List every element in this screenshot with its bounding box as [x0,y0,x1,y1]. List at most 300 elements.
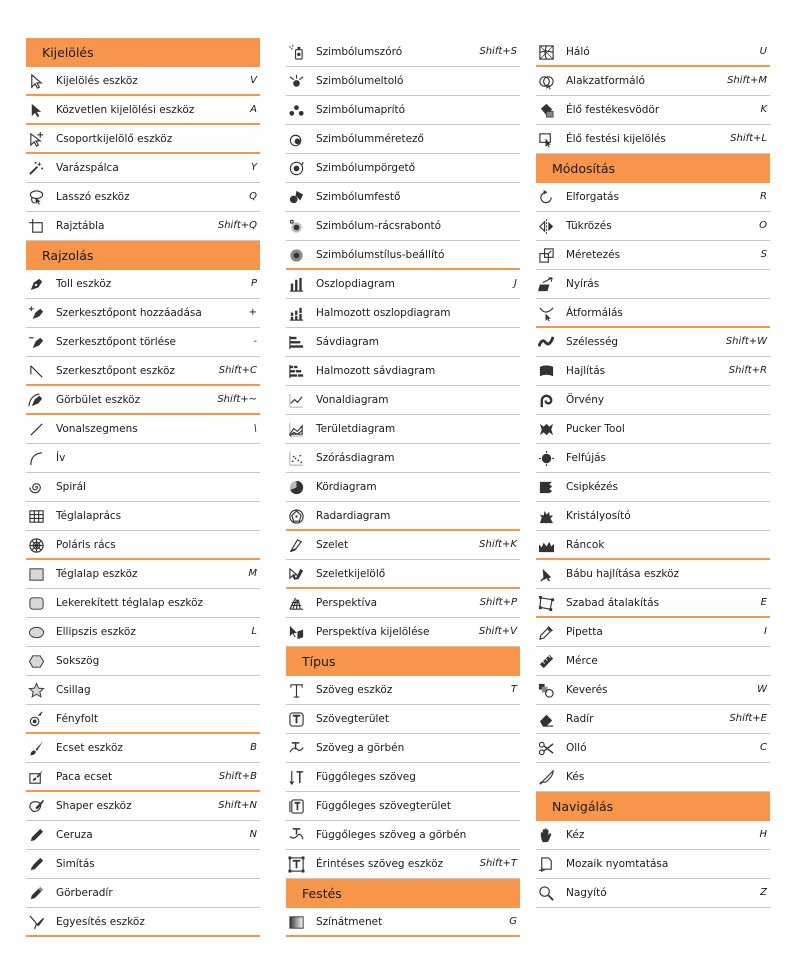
tool-name: Radír [566,713,594,725]
slice-icon [288,537,305,554]
radar-graph-icon [288,508,305,525]
tool-shortcut: M [248,568,257,579]
tool-shortcut: Shift+W [725,336,767,347]
pucker-icon [538,421,555,438]
tool-name: Sávdiagram [316,336,379,348]
tool-name: Varázspálca [56,162,119,174]
type-on-path-icon [288,740,305,757]
tool-row [286,386,520,415]
tool-name: Téglalap eszköz [56,568,138,580]
vertical-path-type-icon [288,827,305,844]
tool-name: Szimbólumfestő [316,191,401,203]
tool-column-1 [26,38,260,937]
eraser-icon [538,711,555,728]
measure-icon [538,653,555,670]
tool-name: Pucker Tool [566,423,625,435]
tool-row [536,647,770,676]
tool-shortcut: Y [250,162,257,173]
tool-name: Sokszög [56,655,100,667]
live-paint-bucket-icon [538,102,555,119]
shape-builder-icon [538,73,555,90]
tool-shortcut: W [757,684,767,695]
tool-name: Szimbólumpörgető [316,162,416,174]
vertical-type-icon [288,769,305,786]
tool-shortcut: I [764,626,767,637]
tool-row [536,821,770,850]
symbol-sizer-icon [288,131,305,148]
tool-row [536,38,770,67]
tool-row [536,299,770,328]
bloat-icon [538,450,555,467]
knife-icon [538,769,555,786]
tool-name: Érintéses szöveg eszköz [316,858,444,870]
tool-row [286,502,520,531]
tool-row [536,67,770,96]
tool-row [286,357,520,386]
section-header: Navigálás [536,792,770,821]
tool-name: Lekerekített téglalap eszköz [56,597,204,609]
tool-name: Élő festési kijelölés [566,133,666,145]
tool-row [536,125,770,154]
tool-name: Szabad átalakítás [566,597,660,609]
tool-row [286,908,520,937]
tool-row [26,67,260,96]
tool-name: Halmozott sávdiagram [316,365,436,377]
tool-name: Ráncok [566,539,605,551]
tool-name: Görbület eszköz [56,394,141,406]
tool-name: Szeletkijelölő [316,568,386,580]
tool-name: Ecset eszköz [56,742,123,754]
tool-name: Színátmenet [316,916,383,928]
tool-row [26,589,260,618]
tool-shortcut: Shift+E [729,713,767,724]
tool-shortcut: L [251,626,257,637]
tool-name: Shaper eszköz [56,800,132,812]
tool-name: Elforgatás [566,191,619,203]
tool-row [26,850,260,879]
tool-name: Függőleges szövegterület [316,800,451,812]
tool-name: Közvetlen kijelölési eszköz [56,104,195,116]
tool-name: Szélesség [566,336,619,348]
tool-row [536,415,770,444]
tool-name: Csillag [56,684,91,696]
tool-name: Keverés [566,684,608,696]
tool-name: Élő festékesvödör [566,104,660,116]
artboard-icon [28,218,45,235]
tool-row [536,328,770,357]
reshape-icon [538,305,555,322]
tool-name: Átformálás [566,307,623,319]
tool-name: Paca ecset [56,771,113,783]
ellipse-icon [28,624,45,641]
tool-row [26,154,260,183]
tool-name: Szimbólum-rácsrabontó [316,220,442,232]
tool-row [26,299,260,328]
tool-name: Nagyító [566,887,607,899]
tool-row [536,270,770,299]
tool-name: Ceruza [56,829,93,841]
pen-icon [28,276,45,293]
area-graph-icon [288,421,305,438]
tool-shortcut: Shift+P [479,597,517,608]
tool-row [26,502,260,531]
tool-name: Ellipszis eszköz [56,626,136,638]
add-anchor-icon [28,305,45,322]
tool-shortcut: Shift+S [479,46,517,57]
tool-shortcut: T [510,684,517,695]
symbol-sprayer-icon [288,44,305,61]
tool-row [536,676,770,705]
tool-name: Területdiagram [316,423,396,435]
tool-name: Kés [566,771,585,783]
tool-row [536,96,770,125]
tool-row [26,821,260,850]
tool-row [536,850,770,879]
line-segment-icon [28,421,45,438]
delete-anchor-icon [28,334,45,351]
tool-name: Lasszó eszköz [56,191,130,203]
tool-name: Függőleges szöveg a görbén [316,829,467,841]
tool-name: Perspektíva kijelölése [316,626,430,638]
tool-name: Felfújás [566,452,607,464]
scale-icon [538,247,555,264]
tool-shortcut: A [250,104,257,115]
rotate-icon [538,189,555,206]
tool-shortcut: U [759,46,767,57]
spiral-icon [28,479,45,496]
tool-shortcut: Shift+M [727,75,767,86]
tool-row [26,473,260,502]
tool-name: Tükrözés [566,220,612,232]
tool-row [286,328,520,357]
blob-brush-icon [28,769,45,786]
tool-name: Kéz [566,829,585,841]
tool-name: Kristályosító [566,510,631,522]
tool-shortcut: Shift+T [479,858,517,869]
shear-icon [538,276,555,293]
paintbrush-icon [28,740,45,757]
tool-row [286,38,520,67]
tool-row [286,299,520,328]
twirl-icon [538,392,555,409]
stacked-column-icon [288,305,305,322]
scissors-icon [538,740,555,757]
tool-name: Háló [566,46,590,58]
perspective-select-icon [288,624,305,641]
tool-shortcut: Q [249,191,257,202]
tool-row [286,676,520,705]
tool-shortcut: H [759,829,767,840]
tool-name: Olló [566,742,587,754]
polygon-icon [28,653,45,670]
anchor-point-icon [28,363,45,380]
section-header: Kijelölés [26,38,260,67]
tool-row [286,589,520,618]
tool-column-2 [286,38,520,937]
tool-row [26,734,260,763]
tool-row [286,444,520,473]
free-transform-icon [538,595,555,612]
tool-name: Hajlítás [566,365,606,377]
tool-row [286,763,520,792]
tool-row [536,444,770,473]
tool-name: Oszlopdiagram [316,278,395,290]
section-header: Rajzolás [26,241,260,270]
tool-row [26,647,260,676]
area-type-icon [288,711,305,728]
tool-row [286,154,520,183]
tool-shortcut: C [760,742,767,753]
symbol-stainer-icon [288,189,305,206]
tool-shortcut: O [759,220,767,231]
tool-row [286,792,520,821]
print-tiling-icon [538,856,555,873]
tool-name: Szöveg eszköz [316,684,393,696]
tool-row [26,183,260,212]
tool-shortcut: Shift+C [218,365,257,376]
section-header: Festés [286,879,520,908]
tool-shortcut: G [509,916,517,927]
tool-row [286,96,520,125]
vertical-area-type-icon [288,798,305,815]
touch-type-icon [288,856,305,873]
tool-row [286,183,520,212]
tool-shortcut: Shift+L [730,133,767,144]
tool-row [26,96,260,125]
tool-name: Alakzatformáló [566,75,645,87]
tool-name: Szórásdiagram [316,452,395,464]
tool-row [286,531,520,560]
tool-name: Szimbólumméretező [316,133,424,145]
curvature-icon [28,392,45,409]
tool-row [26,415,260,444]
tool-name: Fényfolt [56,713,98,725]
rounded-rect-icon [28,595,45,612]
tool-row [536,473,770,502]
type-icon [288,682,305,699]
tool-name: Vonaldiagram [316,394,389,406]
tool-row [286,415,520,444]
tool-row [286,705,520,734]
tool-name: Szimbólumaprító [316,104,406,116]
tool-row [26,357,260,386]
tool-row [536,879,770,908]
tool-row [26,792,260,821]
tool-row [286,67,520,96]
tool-name: Szöveg a görbén [316,742,405,754]
tool-row [536,589,770,618]
tool-row [286,270,520,299]
tool-row [26,386,260,415]
tool-name: Örvény [566,394,605,406]
tool-name: Nyírás [566,278,600,290]
tool-row [26,444,260,473]
tool-shortcut: Shift+Q [217,220,257,231]
tool-name: Szerkesztőpont törlése [56,336,177,348]
tool-shortcut: S [760,249,767,260]
smooth-icon [28,856,45,873]
tool-row [26,531,260,560]
rect-grid-icon [28,508,45,525]
tool-name: Egyesítés eszköz [56,916,145,928]
hand-icon [538,827,555,844]
path-eraser-icon [28,885,45,902]
tool-name: Szimbólumstílus-beállító [316,249,445,261]
tool-row [26,125,260,154]
tool-row [26,763,260,792]
tool-name: Szerkesztőpont hozzáadása [56,307,202,319]
tool-name: Halmozott oszlopdiagram [316,307,451,319]
tool-row [286,473,520,502]
tool-name: Méretezés [566,249,621,261]
tool-shortcut: J [514,278,517,289]
wrinkle-icon [538,537,555,554]
tool-name: Csipkézés [566,481,618,493]
line-graph-icon [288,392,305,409]
join-icon [28,914,45,931]
eyedropper-icon [538,624,555,641]
section-header: Módosítás [536,154,770,183]
tool-row [26,676,260,705]
tool-name: Szimbólumszóró [316,46,403,58]
tool-shortcut: Shift+R [728,365,767,376]
selection-arrow-icon [28,73,45,90]
tool-name: Szelet [316,539,349,551]
tool-row [26,270,260,299]
tool-shortcut: R [760,191,767,202]
scatter-graph-icon [288,450,305,467]
tool-shortcut: \ [253,423,257,434]
tool-row [536,763,770,792]
tool-shortcut: Shift+V [478,626,517,637]
tool-name: Perspektíva [316,597,378,609]
tool-name: Szövegterület [316,713,389,725]
tool-row [536,560,770,589]
bar-graph-icon [288,334,305,351]
tool-row [26,212,260,241]
symbol-scruncher-icon [288,102,305,119]
tool-row [536,705,770,734]
tool-name: Pipetta [566,626,603,638]
symbol-styler-icon [288,247,305,264]
tool-row [536,734,770,763]
arc-icon [28,450,45,467]
tool-row [26,560,260,589]
tool-row [286,125,520,154]
shaper-icon [28,798,45,815]
tool-name: Rajztábla [56,220,105,232]
live-paint-select-icon [538,131,555,148]
tool-name: Spirál [56,481,86,493]
tool-shortcut: V [250,75,257,86]
column-graph-icon [288,276,305,293]
tool-shortcut: + [248,307,257,318]
tool-name: Téglalaprács [56,510,122,522]
tool-shortcut: Shift+~ [217,394,257,405]
tool-row [286,212,520,241]
gradient-icon [288,914,305,931]
direct-selection-icon [28,102,45,119]
pie-graph-icon [288,479,305,496]
tool-shortcut: Shift+N [218,800,257,811]
tool-row [286,241,520,270]
tool-shortcut: Z [760,887,767,898]
tool-name: Ív [56,452,66,464]
polar-grid-icon [28,537,45,554]
width-icon [538,334,555,351]
star-icon [28,682,45,699]
tool-row [286,734,520,763]
tool-name: Simítás [56,858,95,870]
tool-row [536,241,770,270]
tool-row [536,212,770,241]
tool-row [26,618,260,647]
symbol-screener-icon [288,218,305,235]
tool-shortcut: Shift+K [479,539,517,550]
lasso-icon [28,189,45,206]
reflect-icon [538,218,555,235]
zoom-icon [538,885,555,902]
tool-name: Függőleges szöveg [316,771,416,783]
tool-name: Radardiagram [316,510,391,522]
tool-row [26,705,260,734]
tool-row [536,502,770,531]
tool-name: Csoportkijelölő eszköz [56,133,173,145]
tool-name: Kördiagram [316,481,377,493]
tool-row [26,908,260,937]
tool-name: Görberadír [56,887,113,899]
tool-shortcut: - [253,336,257,347]
stacked-bar-icon [288,363,305,380]
perspective-grid-icon [288,595,305,612]
tool-name: Mérce [566,655,598,667]
pencil-icon [28,827,45,844]
tool-row [26,879,260,908]
tool-name: Bábu hajlítása eszköz [566,568,680,580]
section-header: Típus [286,647,520,676]
crystallize-icon [538,508,555,525]
group-selection-icon [28,131,45,148]
scallop-icon [538,479,555,496]
tool-name: Szimbólumeltoló [316,75,404,87]
tool-shortcut: K [760,104,767,115]
tool-row [536,357,770,386]
tool-name: Mozaik nyomtatása [566,858,669,870]
mesh-icon [538,44,555,61]
tool-name: Poláris rács [56,539,116,551]
tool-name: Kijelölés eszköz [56,75,138,87]
symbol-shifter-icon [288,73,305,90]
tool-row [536,531,770,560]
warp-icon [538,363,555,380]
tool-row [536,386,770,415]
tool-column-3 [536,38,770,908]
tool-shortcut: Shift+B [218,771,257,782]
tool-row [286,850,520,879]
tool-name: Szerkesztőpont eszköz [56,365,175,377]
magic-wand-icon [28,160,45,177]
tool-row [536,183,770,212]
symbol-spinner-icon [288,160,305,177]
flare-icon [28,711,45,728]
tool-row [286,618,520,647]
tool-row [286,821,520,850]
tool-name: Vonalszegmens [56,423,138,435]
tool-shortcut: P [250,278,257,289]
tool-row [286,560,520,589]
puppet-warp-icon [538,566,555,583]
tool-row [536,618,770,647]
